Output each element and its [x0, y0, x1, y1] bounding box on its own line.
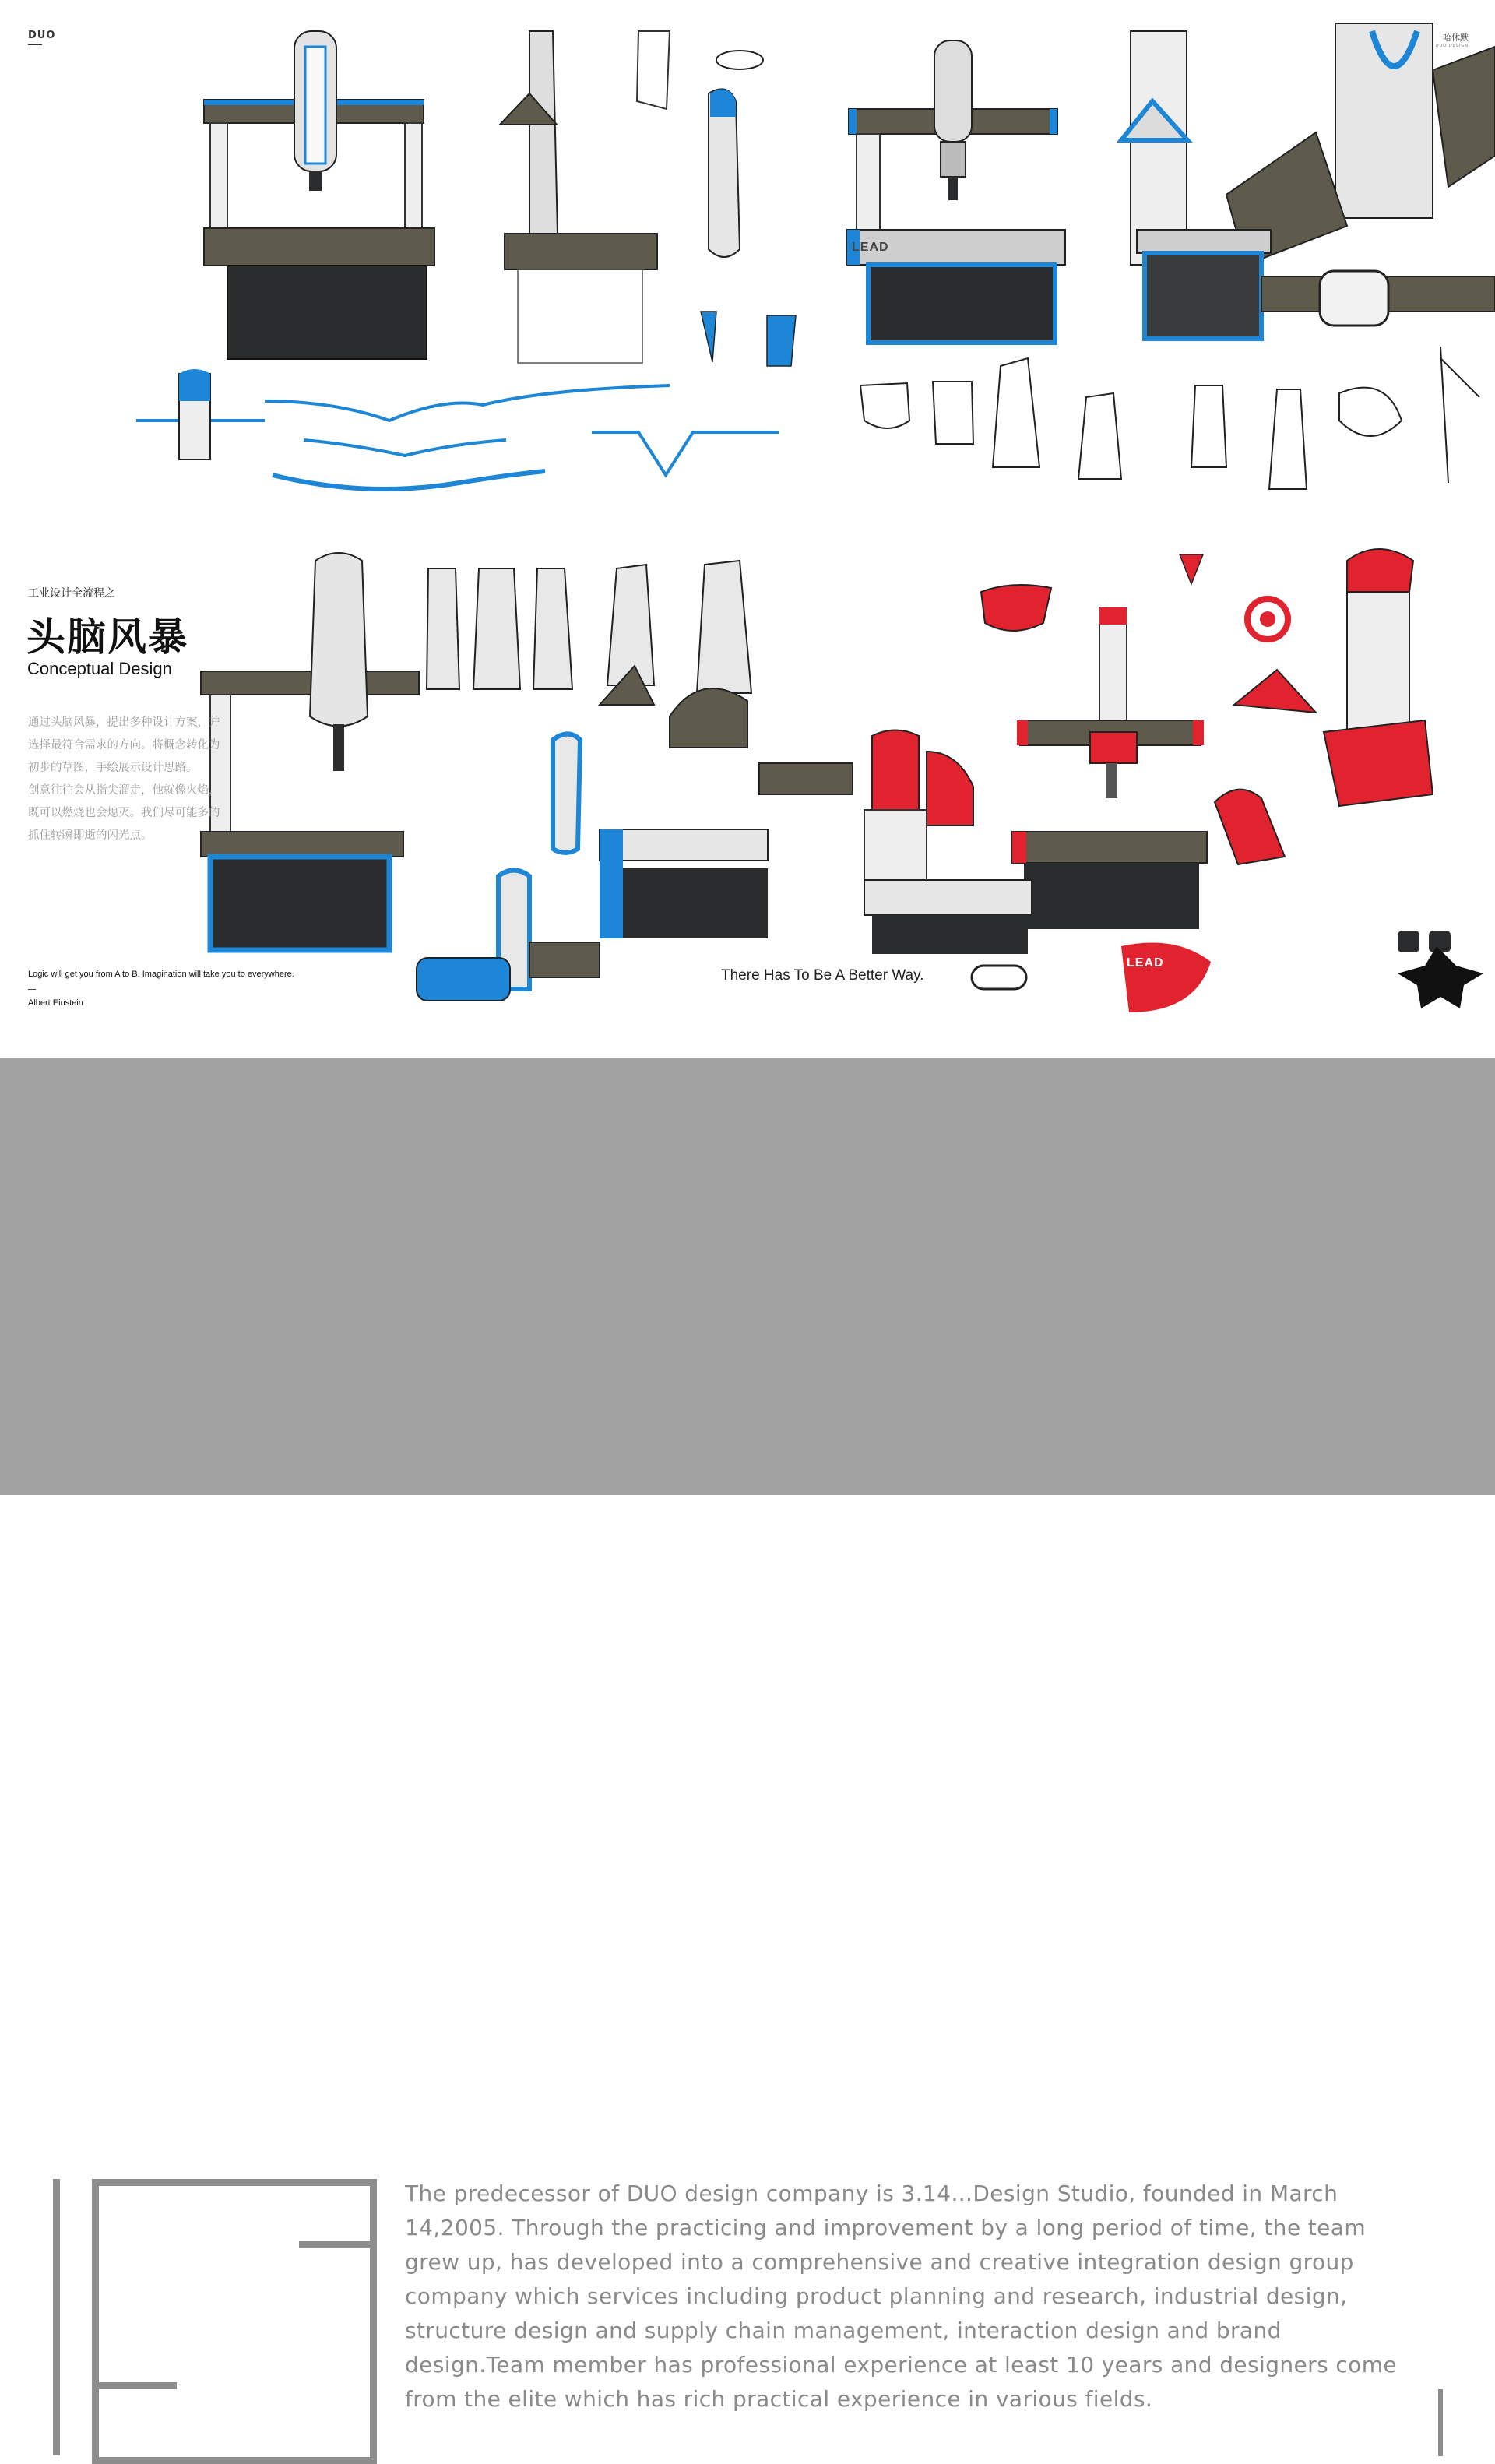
decorative-bar-right [1438, 2389, 1443, 2456]
about-panel [0, 1058, 1495, 2412]
quote-author: Albert Einstein [28, 998, 83, 1008]
description [28, 712, 223, 847]
page-title-en: Conceptual Design [27, 659, 172, 678]
logo-underline [28, 44, 42, 45]
sketch-gantry-1 [204, 31, 434, 359]
tagline: There Has To Be A Better Way. [721, 967, 924, 984]
brand-name-cn: 哈休默 [1443, 33, 1469, 43]
sketch-tube-joint [1121, 23, 1495, 339]
decorative-frame-notch-bottom [99, 2382, 177, 2389]
description-paragraph-2: 创意往往会从指尖溜走，他就像火焰，既可以燃烧也会熄灭。我们尽可能多的抓住转瞬即逝的闪光点。 [28, 784, 220, 842]
sketch-capsule [972, 966, 1026, 989]
sketch-label-lead-red: LEAD [1127, 956, 1164, 970]
decorative-frame [92, 2179, 377, 2464]
description-paragraph-1: 通过头脑风暴，提出多种设计方案，并选择最符合需求的方向。将概念转化为初步的草图，手绘展示设计思路。 [28, 716, 220, 774]
page-title-cn: 头脑风暴 [26, 614, 188, 660]
sketch-sheet [0, 0, 1495, 1058]
sketch-label-lead: LEAD [852, 241, 889, 254]
brand-name-en: DUO DESIGN [1435, 44, 1469, 48]
quote-dash [28, 989, 36, 990]
quote-text: Logic will get you from A to B. Imagination will take you to everywhere. [28, 970, 294, 979]
concept-sketches-illustration [0, 0, 1495, 1058]
sketch-gantry-3 [847, 40, 1065, 343]
decorative-frame-notch-top [299, 2241, 377, 2248]
brand-mark-right [1436, 31, 1469, 48]
decorative-bar-left [53, 2179, 60, 2455]
sketch-gantry-red [864, 549, 1483, 1012]
duo-logo: DUO [28, 30, 56, 41]
series-label: 工业设计全流程之 [28, 587, 115, 600]
sketch-profile-2 [500, 31, 796, 366]
sketch-waves [136, 369, 779, 489]
sketch-gantry-6 [417, 734, 853, 1001]
about-text: The predecessor of DUO design company is 3.14...Design Studio, founded in March 14,2005. Through the practicing and improvement by a long period of time, the team grew up, has developed into a comprehensive and creative integration design group company which services including product planning and research, industrial design, structure design and supply chain management, interaction design and brand design.Team member has professional experience at least 10 years and designers come from the elite which has rich practical experience in various fields. [405, 2181, 1397, 2412]
sketch-outlines [860, 347, 1479, 489]
